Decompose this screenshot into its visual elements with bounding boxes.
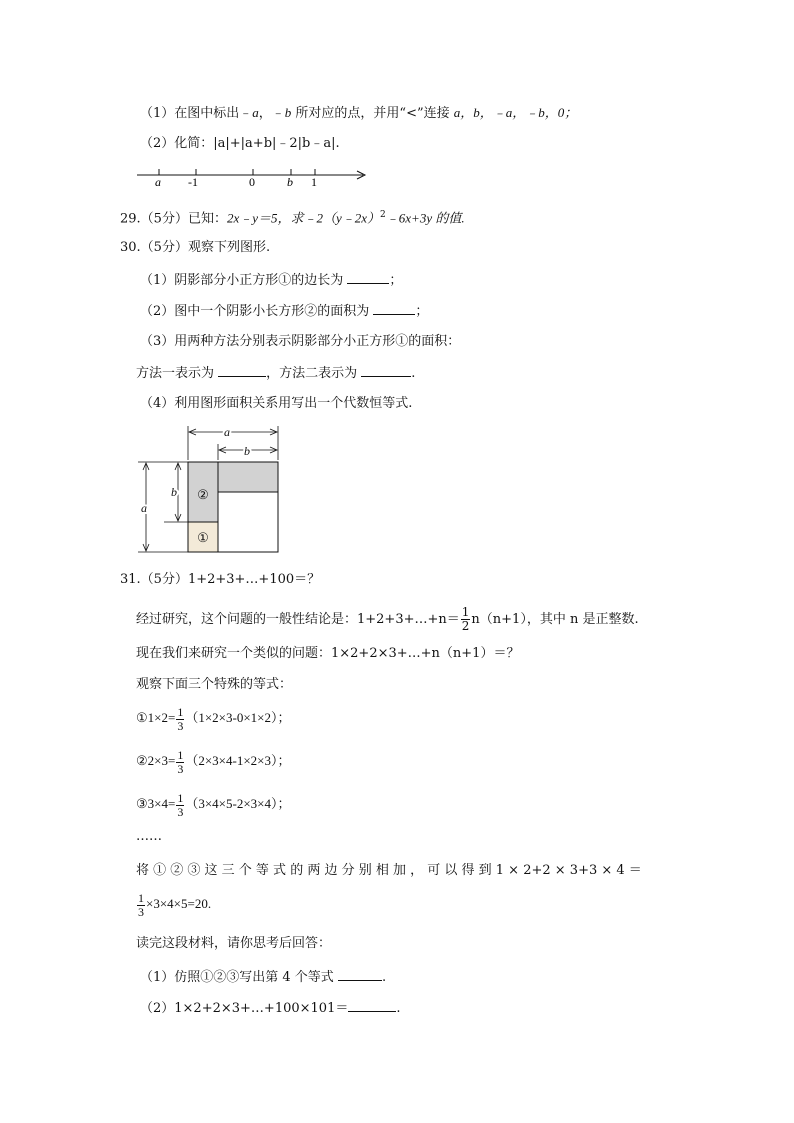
p31-question-2 (140, 999, 400, 1018)
p31-line-1 (136, 606, 639, 633)
p31-e3-left: ③3×4= (136, 796, 176, 811)
p31-l1-tail: n（n+1），其中 n 是正整数. (471, 612, 639, 627)
label-one: 1 (311, 175, 317, 189)
p30-method2-blank (361, 364, 411, 377)
p30-methods-end: . (411, 366, 416, 381)
label-neg1: -1 (188, 175, 198, 189)
p31-e1-frac-den: 3 (177, 718, 184, 733)
circle-2-label: ② (197, 487, 209, 502)
p30-question-3: （3）用两种方法分别表示阴影部分小正方形①的面积： (140, 334, 461, 349)
p30-question-1 (140, 271, 402, 290)
circle-1-label: ① (197, 530, 209, 545)
p31-line-3: 观察下面三个特殊的等式： (136, 677, 293, 692)
p28-question-1 (140, 104, 577, 123)
dim-b-top-label: b (244, 444, 250, 458)
p31-e2-left: ②2×3= (136, 753, 176, 768)
p31-l5-fraction (137, 892, 145, 919)
p31-e3-right: （3×4×5-2×3×4）； (185, 796, 291, 811)
p31-e2-right: （2×3×4-1×2×3）； (185, 753, 291, 768)
p30-question-4: （4）利用图形面积关系用写出一个代数恒等式. (140, 396, 413, 411)
p31-l5-tail: ×3×4×5=20. (146, 896, 212, 911)
p31-l1-text: 经过研究，这个问题的一般性结论是：1+2+3+…+n＝ (136, 612, 460, 627)
p31-question-1 (140, 968, 386, 987)
p30-question-2 (140, 302, 428, 321)
p31-line-4: 将 ① ② ③ 这 三 个 等 式 的 两 边 分 别 相 加 ， 可 以 得 到 1 × 2+2 × 3+3 × 4 ＝ (136, 863, 642, 878)
p31-l5-frac-num: 1 (138, 890, 144, 905)
p29-tail: ﹣6x+3y 的值. (385, 210, 465, 226)
p30-q1-end: ； (389, 273, 403, 288)
p31-q1-blank (338, 968, 382, 981)
p31-q2-end: . (396, 1001, 401, 1016)
p29-line (120, 206, 465, 228)
p31-l1-frac-den: 2 (461, 619, 470, 633)
p31-e2-frac-den: 3 (177, 761, 184, 776)
p31-e3-fraction (176, 792, 184, 819)
p29-label: 29.（5分）已知： (120, 211, 227, 227)
p31-l5-frac-den: 3 (138, 904, 144, 919)
p31-e2-fraction (176, 749, 184, 776)
p30-method1-blank (218, 364, 266, 377)
p31-equation-1 (136, 704, 290, 733)
p31-e2-frac-num: 1 (177, 747, 184, 762)
p31-l1-fraction (461, 606, 471, 633)
p30-methods (136, 364, 415, 383)
p29-expr: 2x﹣y＝5，求﹣2（y﹣2x） (226, 210, 381, 226)
label-b: b (287, 175, 293, 189)
p31-equation-3 (136, 790, 290, 819)
p28-q1-b: b (284, 105, 292, 120)
p28-q1-mid1: ，﹣ (258, 106, 285, 121)
label-zero: 0 (249, 175, 255, 189)
p31-q1-end: . (381, 970, 387, 985)
p31-e1-fraction (176, 706, 184, 733)
p28-q1-prefix: （1）在图中标出﹣ (140, 106, 253, 121)
p30-method2-text: ，方法二表示为 (266, 366, 362, 381)
p31-e1-frac-num: 1 (177, 704, 184, 719)
p30-title: 30.（5分）观察下列图形. (120, 240, 271, 255)
p28-q1-mid2: 所对应的点，并用“<”连接 (291, 106, 454, 121)
p31-e3-frac-num: 1 (177, 790, 184, 805)
p31-q2-text: （2）1×2+2×3+…+100×101＝ (140, 1001, 349, 1016)
p30-q1-blank (347, 271, 389, 284)
dim-a-left-label: a (141, 501, 147, 515)
p30-q2-blank (373, 302, 415, 315)
p28-question-2: （2）化简：|a|+|a+b|﹣2|b﹣a|. (140, 136, 340, 151)
p29-sup: 2 (380, 210, 386, 220)
p28-q1-a: a (252, 105, 259, 120)
p31-e1-right: （1×2×3-0×1×2）； (185, 710, 291, 725)
p31-e3-frac-den: 3 (177, 804, 184, 819)
dim-a-top-label: a (224, 425, 230, 439)
label-a: a (155, 175, 161, 189)
p31-ellipsis: …… (136, 829, 162, 844)
dim-b-left-label: b (171, 485, 177, 499)
p30-q2-end: ； (415, 304, 429, 319)
p30-method1-text: 方法一表示为 (136, 366, 219, 381)
p31-l1-frac-num: 1 (461, 605, 470, 619)
p30-q1-text: （1）阴影部分小正方形①的边长为 (140, 273, 348, 288)
p31-title: 31.（5分）1+2+3+…+100＝？ (120, 572, 321, 587)
p31-q2-blank (348, 999, 396, 1012)
p31-q1-text: （1）仿照①②③写出第 4 个等式 (140, 970, 338, 985)
square-figure (134, 422, 284, 556)
number-line (135, 163, 375, 189)
p31-e1-left: ①1×2= (136, 710, 176, 725)
p31-equation-2 (136, 747, 290, 776)
p31-line-2: 现在我们来研究一个类似的问题：1×2+2×3+…+n（n+1）＝？ (136, 646, 520, 661)
p31-line-6: 读完这段材料，请你思考后回答： (136, 936, 332, 951)
p30-q2-text: （2）图中一个阴影小长方形②的面积为 (140, 304, 374, 319)
shaded-rect-top (218, 462, 278, 492)
p28-q1-list: a，b，﹣a，﹣b，0； (453, 105, 578, 120)
p31-line-5 (136, 890, 211, 919)
